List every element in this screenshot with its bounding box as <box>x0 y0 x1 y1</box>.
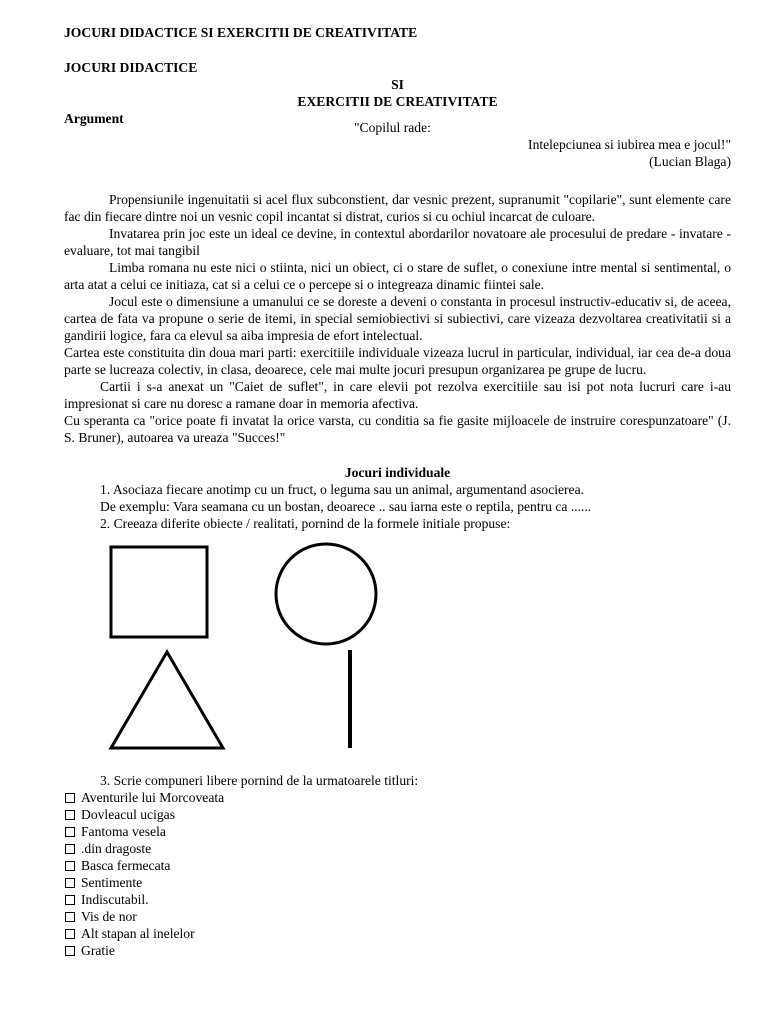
paragraph-7: Cu speranta ca "orice poate fi invatat la orice varsta, cu conditia sa fie gasite mijloacele de instruire corespunzatoare" (J. S. Bruner), autoarea va ureaza "Succes!" <box>64 413 731 445</box>
paragraph-5: Cartea este constituita din doua mari parti: exercitiile individuale vizeaza lucrul in particular, individual, iar cea de-a doua parte se lucreaza colectiv, in clasa, deoarece, cele mai multe jocuri presupun organizarea pe grupe de lucru. <box>64 345 731 377</box>
list-item-label: .din dragoste <box>81 841 152 856</box>
checkbox-square-icon <box>65 844 75 854</box>
list-item <box>64 908 731 925</box>
shapes-figure <box>64 532 731 772</box>
list-item-label: Aventurile lui Morcoveata <box>81 790 225 805</box>
epigraph-quote <box>64 119 731 170</box>
titles-list <box>64 789 731 959</box>
checkbox-square-icon <box>65 895 75 905</box>
paragraph-2: Invatarea prin joc este un ideal ce devine, in contextul abordarilor novatoare ale procesului de predare - invatare - evaluare, tot mai tangibil <box>64 226 731 258</box>
exercise-2: 2. Creeaza diferite obiecte / realitati, pornind de la formele initiale propuse: <box>100 516 511 531</box>
checkbox-square-icon <box>65 946 75 956</box>
paragraph-1: Propensiunile ingenuitatii si acel flux subconstient, dar vesnic prezent, supranumit "copilarie", sunt elemente care fac din fiecare dintre noi un vesnic copil incantat si distrat, curios si cu ochiul incarcat de culoare. <box>64 192 731 224</box>
list-item <box>64 874 731 891</box>
checkbox-square-icon <box>65 912 75 922</box>
document-page <box>64 24 731 959</box>
paragraph-4: Jocul este o dimensiune a umanului ce se doreste a deveni o constanta in procesul instructiv-educativ si, de aceea, cartea de fata va propune o serie de itemi, in special semiobiectivi si subiectivi, care vizeaza dezvoltarea creativitatii si a gandirii logice, fara ca elevul sa aiba impresia de efort intelectual. <box>64 294 731 343</box>
list-item <box>64 891 731 908</box>
list-item-label: Fantoma vesela <box>81 824 166 839</box>
subtitle-line-1: JOCURI DIDACTICE <box>64 60 198 75</box>
list-item <box>64 942 731 959</box>
list-item-label: Gratie <box>81 943 115 958</box>
quote-author: (Lucian Blaga) <box>649 154 731 169</box>
checkbox-square-icon <box>65 810 75 820</box>
exercise-1: 1. Asociaza fiecare anotimp cu un fruct, o leguma sau un animal, argumentand asocierea. <box>100 482 585 497</box>
subtitle-line-2: SI <box>391 77 404 92</box>
checkbox-square-icon <box>65 929 75 939</box>
list-item <box>64 823 731 840</box>
subtitle-line-3: EXERCITII DE CREATIVITATE <box>297 94 498 109</box>
checkbox-square-icon <box>65 827 75 837</box>
checkbox-square-icon <box>65 793 75 803</box>
checkbox-square-icon <box>65 878 75 888</box>
document-title: JOCURI DIDACTICE SI EXERCITII DE CREATIVITATE <box>64 25 418 40</box>
list-item <box>64 925 731 942</box>
argument-heading: Argument <box>64 111 124 126</box>
circle-shape <box>276 544 376 644</box>
section-heading: Jocuri individuale <box>344 465 451 480</box>
triangle-shape <box>111 652 223 748</box>
list-item-label: Alt stapan al inelelor <box>81 926 195 941</box>
list-item <box>64 857 731 874</box>
checkbox-square-icon <box>65 861 75 871</box>
list-item <box>64 840 731 857</box>
paragraph-6: Cartii i s-a anexat un "Caiet de suflet", in care elevii pot rezolva exercitiile sau isi pot nota lucruri care i-au impresionat si care nu doresc a ramane doar in memoria afectiva. <box>64 379 731 411</box>
paragraph-3: Limba romana nu este nici o stiinta, nici un obiect, ci o stare de suflet, o conexiune intre mental si sentimental, o arta atat a celui ce initiaza, cat si a celui ce o percepe si o integreaza dinamic fiintei sale. <box>64 260 731 292</box>
quote-line-1: "Copilul rade: <box>354 120 431 135</box>
shapes-svg <box>104 538 404 768</box>
list-item <box>64 806 731 823</box>
square-shape <box>111 547 207 637</box>
list-item <box>64 789 731 806</box>
list-item-label: Dovleacul ucigas <box>81 807 175 822</box>
list-item-label: Indiscutabil. <box>81 892 149 907</box>
list-item-label: Vis de nor <box>81 909 137 924</box>
list-item-label: Basca fermecata <box>81 858 171 873</box>
exercise-1-example: De exemplu: Vara seamana cu un bostan, deoarece .. sau iarna este o reptila, pentru ca ...... <box>100 499 592 514</box>
exercise-3: 3. Scrie compuneri libere pornind de la urmatoarele titluri: <box>100 773 419 788</box>
list-item-label: Sentimente <box>81 875 143 890</box>
quote-line-2: Intelepciunea si iubirea mea e jocul!" <box>528 137 731 152</box>
